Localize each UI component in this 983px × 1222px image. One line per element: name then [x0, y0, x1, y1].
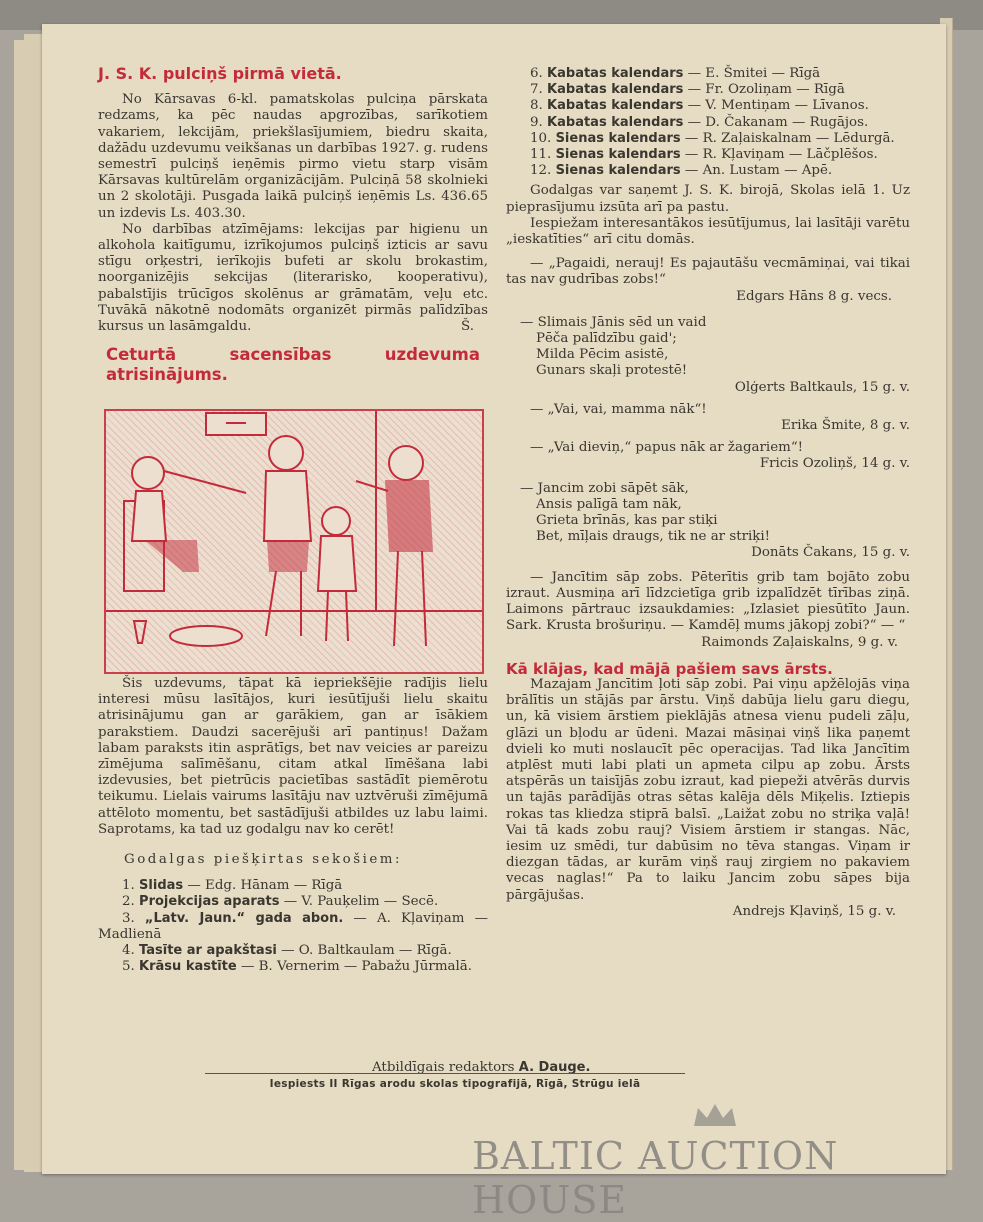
- entry-author: Erika Šmite, 8 g. v.: [781, 418, 910, 434]
- prize-item: 9. Kabatas kalendars — D. Čakanam — Rugājos.: [530, 114, 869, 130]
- magazine-page: [42, 24, 946, 1174]
- prize-item: 11. Sienas kalendars — R. Kļaviņam — Lāčplēšos.: [530, 147, 878, 163]
- prize-item: 6. Kabatas kalendars — E. Šmitei — Rīgā: [530, 66, 821, 81]
- prize-item: 12. Sienas kalendars — An. Lustam — Apē.: [530, 163, 833, 179]
- entry-poem: [506, 315, 910, 380]
- footer-rule: [205, 1073, 685, 1074]
- poem-line: Grieta brīnās, kas par stiķi: [536, 513, 718, 529]
- entry-text: — „Vai dieviņ,“ papus nāk ar žagariem“!: [530, 440, 804, 456]
- entry-author: Andrejs Kļaviņš, 15 g. v.: [732, 903, 896, 919]
- contest-illustration: [104, 409, 484, 674]
- poem-line: Pēča palīdzību gaid';: [536, 331, 677, 347]
- prize-item: 2. Projekcijas aparats — V. Pauķelim — Secē.: [122, 894, 439, 910]
- poem-line: Ansis palīgā tam nāk,: [536, 496, 682, 512]
- right-column: [506, 66, 910, 920]
- editor-name: A. Dauge.: [518, 1060, 591, 1075]
- entry-poem: [506, 481, 910, 546]
- poem-line: Bet, mīļais draugs, tik ne ar striķi!: [536, 529, 771, 545]
- auction-watermark: BALTIC AUCTION HOUSE: [472, 1134, 839, 1222]
- prize-item: 7. Kabatas kalendars — Fr. Ozoliņam — Rīgā: [530, 82, 845, 98]
- article-heading-doctor: Kā klājas, kad mājā pašiem savs ārsts.: [506, 659, 833, 678]
- entry-text: — Jancītim sāp zobs. Pēterītis grib tam bojāto zobu izraut. Ausmiņa arī līdzcietīga grib izpalīdzēt tīrības ziņā. Laimons pārtrauc izsaukdamies: „Izlasiet piesūtīto Jaun. Sark. Krusta brošuriņu. — Kamdēļ mums jākopj zobi?“ — “: [506, 569, 910, 634]
- entry-text: — „Vai, vai, mamma nāk“!: [530, 401, 707, 417]
- entry-author: Olģerts Baltkauls, 15 g. v.: [734, 379, 910, 395]
- printer-imprint: Iespiests II Rīgas arodu skolas tipografijā, Rīgā, Strūgu ielā: [269, 1078, 641, 1090]
- paragraph: Mazajam Jancītim ļoti sāp zobi. Pai viņu apžēlojās viņa brālītis un stājās par ārstu. Viņš dabūja lielu garu diegu, un, kā visiem ārstiem pieklājās atnesa vienu pudeli zāļu, glāzi un bļodu ar ūdeni. Mazai māsiņai viņš lika paņemt dvieli ko muti noslaucīt pēc operacijas. Tad lika Jancītim atplēst muti labi plati un apmeta cilpu ap zobu. Ārsts atspērās un taisījās zobu izraut, kad piepeži atvērās durvis un tajās parādījās otras sētas kalēja dēls Miķelis. Iztiepis rokas tas kliedza stiprā balsī. „Laižat zobu no striķa vaļā! Vai tā kads zobu rauj? Visiem ārstiem ir stangas. Nāc, iesim uz smēdi, tur dabūsim no tēva stangas. Viņam ir diezgan tādas, ar kurām viņš rauj zirgiem no pakaviem vecas naglas!“ Pa to laiku Jancim zobu sāpes bija pārgājušas.: [506, 676, 910, 903]
- paragraph: No darbības atzīmējams: lekcijas par higienu un alkohola kaitīgumu, izrīkojumos pulciņš izticis ar savu stīgu orķestri, ierīkojis bufeti ar skolu brokastim, noorganizējis sekcijas (literarisko, kooperativu), pabalstījis trūcīgos skolēnus ar grāmatām, veļu etc. Tuvākā nākotnē nodomāts organizēt pirmās palīdzības kursus un lasāmgaldu.: [98, 221, 488, 335]
- editor-label: Atbildīgais redaktors: [372, 1060, 515, 1075]
- entry-author: Edgars Hāns 8 g. vecs.: [736, 288, 892, 304]
- article-heading-club: J. S. K. pulciņš pirmā vietā.: [98, 64, 342, 83]
- prizes-intro: Godalgas piešķirtas sekošiem:: [124, 852, 402, 868]
- poem-line: Gunars skaļi protestē!: [536, 363, 688, 379]
- left-column-top: [98, 66, 488, 385]
- left-column-bottom: [98, 676, 488, 975]
- prize-item: 10. Sienas kalendars — R. Zaļaiskalnam — Lēdurgā.: [530, 130, 895, 146]
- prize-item: 8. Kabatas kalendars — V. Mentiņam — Līvanos.: [530, 98, 869, 114]
- poem-line: — Slimais Jānis sēd un vaid: [520, 314, 707, 330]
- entry-text: — „Pagaidi, nerauj! Es pajautāšu vecmāmiņai, vai tikai tas nav gudrības zobs!“: [506, 256, 910, 288]
- prize-item: 3. „Latv. Jaun.“ gada abon. — A. Kļaviņam — Madlienā: [98, 910, 488, 942]
- children-dentist-drawing: [106, 411, 482, 672]
- paragraph: Šis uzdevums, tāpat kā iepriekšējie radījis lielu interesi mūsu lasītājos, kuri iesūtījuši lielu skaitu atrisinājumu gan ar garākiem, gan ar īsākiem parakstiem. Daudzi sacerējuši arī pantiņus! Dažam labam paraksts itin asprātīgs, bet nav veicies ar pareizu zīmējuma salīmēšanu, citam atkal līmēšana labi izdevusies, bet pietrūcis pacietības sastādīt piemērotu teikumu. Lielais vairums lasītāju nav uztvēruši zīmējumā attēloto momentu, bet sastādījuši atbildes uz labu laimi. Saprotams, ka tad uz godalgu nav ko cerēt!: [98, 676, 488, 837]
- prize-list: [506, 66, 910, 179]
- poem-line: Milda Pēcim asistē,: [536, 347, 669, 363]
- crown-icon: [690, 1100, 740, 1130]
- paragraph: No Kārsavas 6-kl. pamatskolas pulciņa pārskata redzams, ka pēc naudas apgrozības, sarīkotiem vakariem, lekcijām, priekšlasījumiem, biedru skaita, dažādu uzdevumu veikšanas un darbības 1927. g. rudens semestrī pulciņš ieņēmis pirmo vietu starp visām Kārsavas kultūrelām organizācijām. Pulciņā 58 skolnieki un 2 skolotāji. Pusgada laikā pulciņš ieņēmis Ls. 436.65 un izdevis Ls. 403.30.: [98, 92, 488, 221]
- prize-item: 1. Slidas — Edg. Hānam — Rīgā: [122, 878, 343, 894]
- entry-author: Donāts Čakans, 15 g. v.: [751, 545, 910, 561]
- article-heading-contest: Ceturtā sacensības uzdevuma atrisinājums.: [106, 345, 480, 385]
- paragraph: Godalgas var saņemt J. S. K. birojā, Skolas ielā 1. Uz pieprasījumu izsūta arī pa pastu.: [506, 183, 910, 215]
- prize-item: 5. Krāsu kastīte — B. Vernerim — Pabažu Jūrmalā.: [122, 959, 473, 975]
- prize-list: [98, 878, 488, 975]
- entry-author: Fricis Ozoliņš, 14 g. v.: [759, 456, 910, 472]
- entry-author: Raimonds Zaļaiskalns, 9 g. v.: [701, 634, 898, 650]
- signature: Š.: [461, 319, 474, 335]
- prize-item: 4. Tasīte ar apakštasi — O. Baltkaulam — Rīgā.: [122, 943, 452, 959]
- poem-line: — Jancim zobi sāpēt sāk,: [520, 480, 689, 496]
- paragraph: Iespiežam interesantākos iesūtījumus, lai lasītāji varētu „ieskatīties“ arī citu domās.: [506, 215, 910, 248]
